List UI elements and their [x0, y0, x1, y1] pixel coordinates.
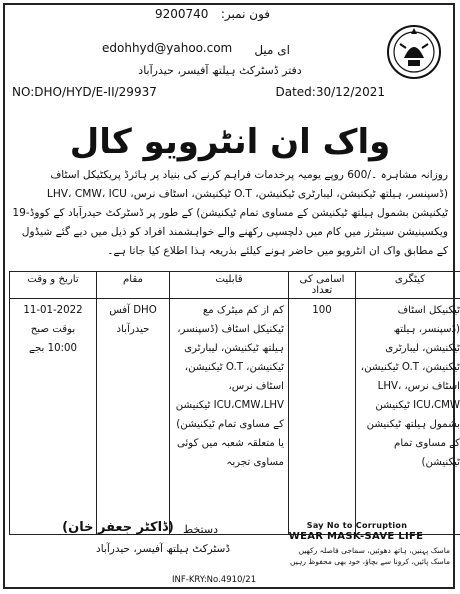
cell-place [97, 299, 170, 535]
cell-category: ٹیکنیکل اسٹاف (ڈسپنسر، ہیلتھ ٹیکنیشن، لیبارٹری ٹیکنیشن، O.T ٹیکنیشن، اسٹاف نرس، LHV، ICU،CMW ٹیکنیشن بشمول ہیلتھ ٹیکنیشن کے مساوی تمام ٹیکنیشن) [356, 299, 460, 535]
header-date-time: تاریخ و وقت [10, 272, 97, 299]
time-label: بوقت صبح [30, 324, 76, 335]
email-label: ای میل [254, 43, 290, 57]
signatory-title: ڈسٹرکٹ ہیلتھ آفیسر، حیدرآباد [96, 543, 230, 555]
info-number: INF-KRY:No.4910/21 [172, 575, 257, 585]
header-place: مقام [97, 272, 170, 299]
notice-title: واک ان انٹرویو کال [69, 122, 391, 162]
cell-qualification: کم از کم میٹرک مع ٹیکنیکل اسٹاف (ڈسپنسر، ہیلتھ ٹیکنیشن، لیبارٹری ٹیکنیشن، O.T ٹیکنیشن، اسٹاف نرس، ICU،CMW،LHV ٹیکنیشن کے مساوی تمام ٹیکنیشن) یا متعلقہ شعبہ میں کوئی مساوی تجربہ [170, 299, 289, 535]
header-qualification: قابلیت [170, 272, 289, 299]
urdu-slogan-1: ماسک پہنیں، ہاتھ دھوئیں، سماجی فاصلہ رکھیں [298, 546, 450, 555]
table-header-row [10, 272, 460, 299]
signature-label: دستخط [183, 523, 218, 536]
reference-number: NO:DHO/HYD/E-II/29937 [12, 85, 157, 99]
header-posts: اسامی کی تعداد [289, 272, 356, 299]
cell-date-time [10, 299, 97, 535]
anti-corruption-slogan: Say No to Corruption [306, 521, 408, 530]
schedule-table [9, 271, 460, 535]
cell-posts: 100 [289, 299, 356, 535]
notice-paragraph: روزانہ مشاہرہ ۔/600 روپے یومیہ پرخدمات فراہم کرنے کی بنیاد پر ہائرڈ پریکٹیکل اسٹاف (ڈسپنسر، ہیلتھ ٹیکنیشن، لیبارٹری ٹیکنیشن، O.T ٹیکنیشن، اسٹاف نرس، LHV، CMW، ICU ٹیکنیشن بشمول ہیلتھ ٹیکنیشن کے مساوی تمام ٹیکنیشن) کے طور پر ڈسٹرکٹ حیدرآباد کے کووڈ-19 ویکسینیشن سینٹرز میں کام میں دلچسپی رکھنے والے خواہشمند افراد کو ذیل میں دیے گئے شیڈول کے مطابق واک ان انٹرویو میں حاضر ہونے کیلئے بذریعہ ہذا اطلاع کیا جاتا ہے۔ [12, 169, 448, 257]
place-city: حیدرآباد [116, 324, 150, 335]
table-row [10, 299, 460, 535]
notice-date: Dated:30/12/2021 [275, 85, 385, 99]
mask-slogan: WEAR MASK-SAVE LIFE [288, 531, 424, 542]
interview-time: 10:00 بجے [29, 343, 77, 354]
signatory-name: (ڈاکٹر جعفر خان) [62, 520, 174, 535]
interview-date: 11-01-2022 [23, 305, 83, 316]
email-address: edohhyd@yahoo.com [102, 41, 233, 55]
place-office: DHO آفس [109, 305, 157, 316]
phone-number: 9200740 [155, 7, 209, 21]
header-category: کیٹگری [356, 272, 460, 299]
phone-label: فون نمبر: [220, 7, 270, 21]
government-seal-logo [386, 22, 442, 82]
urdu-slogan-2: ماسک پائیں، کرونا سے بچاؤ، خود بھی محفوظ رہیں [290, 557, 450, 566]
office-name: دفتر ڈسٹرکٹ ہیلتھ آفیسر، حیدرآباد [138, 64, 302, 77]
